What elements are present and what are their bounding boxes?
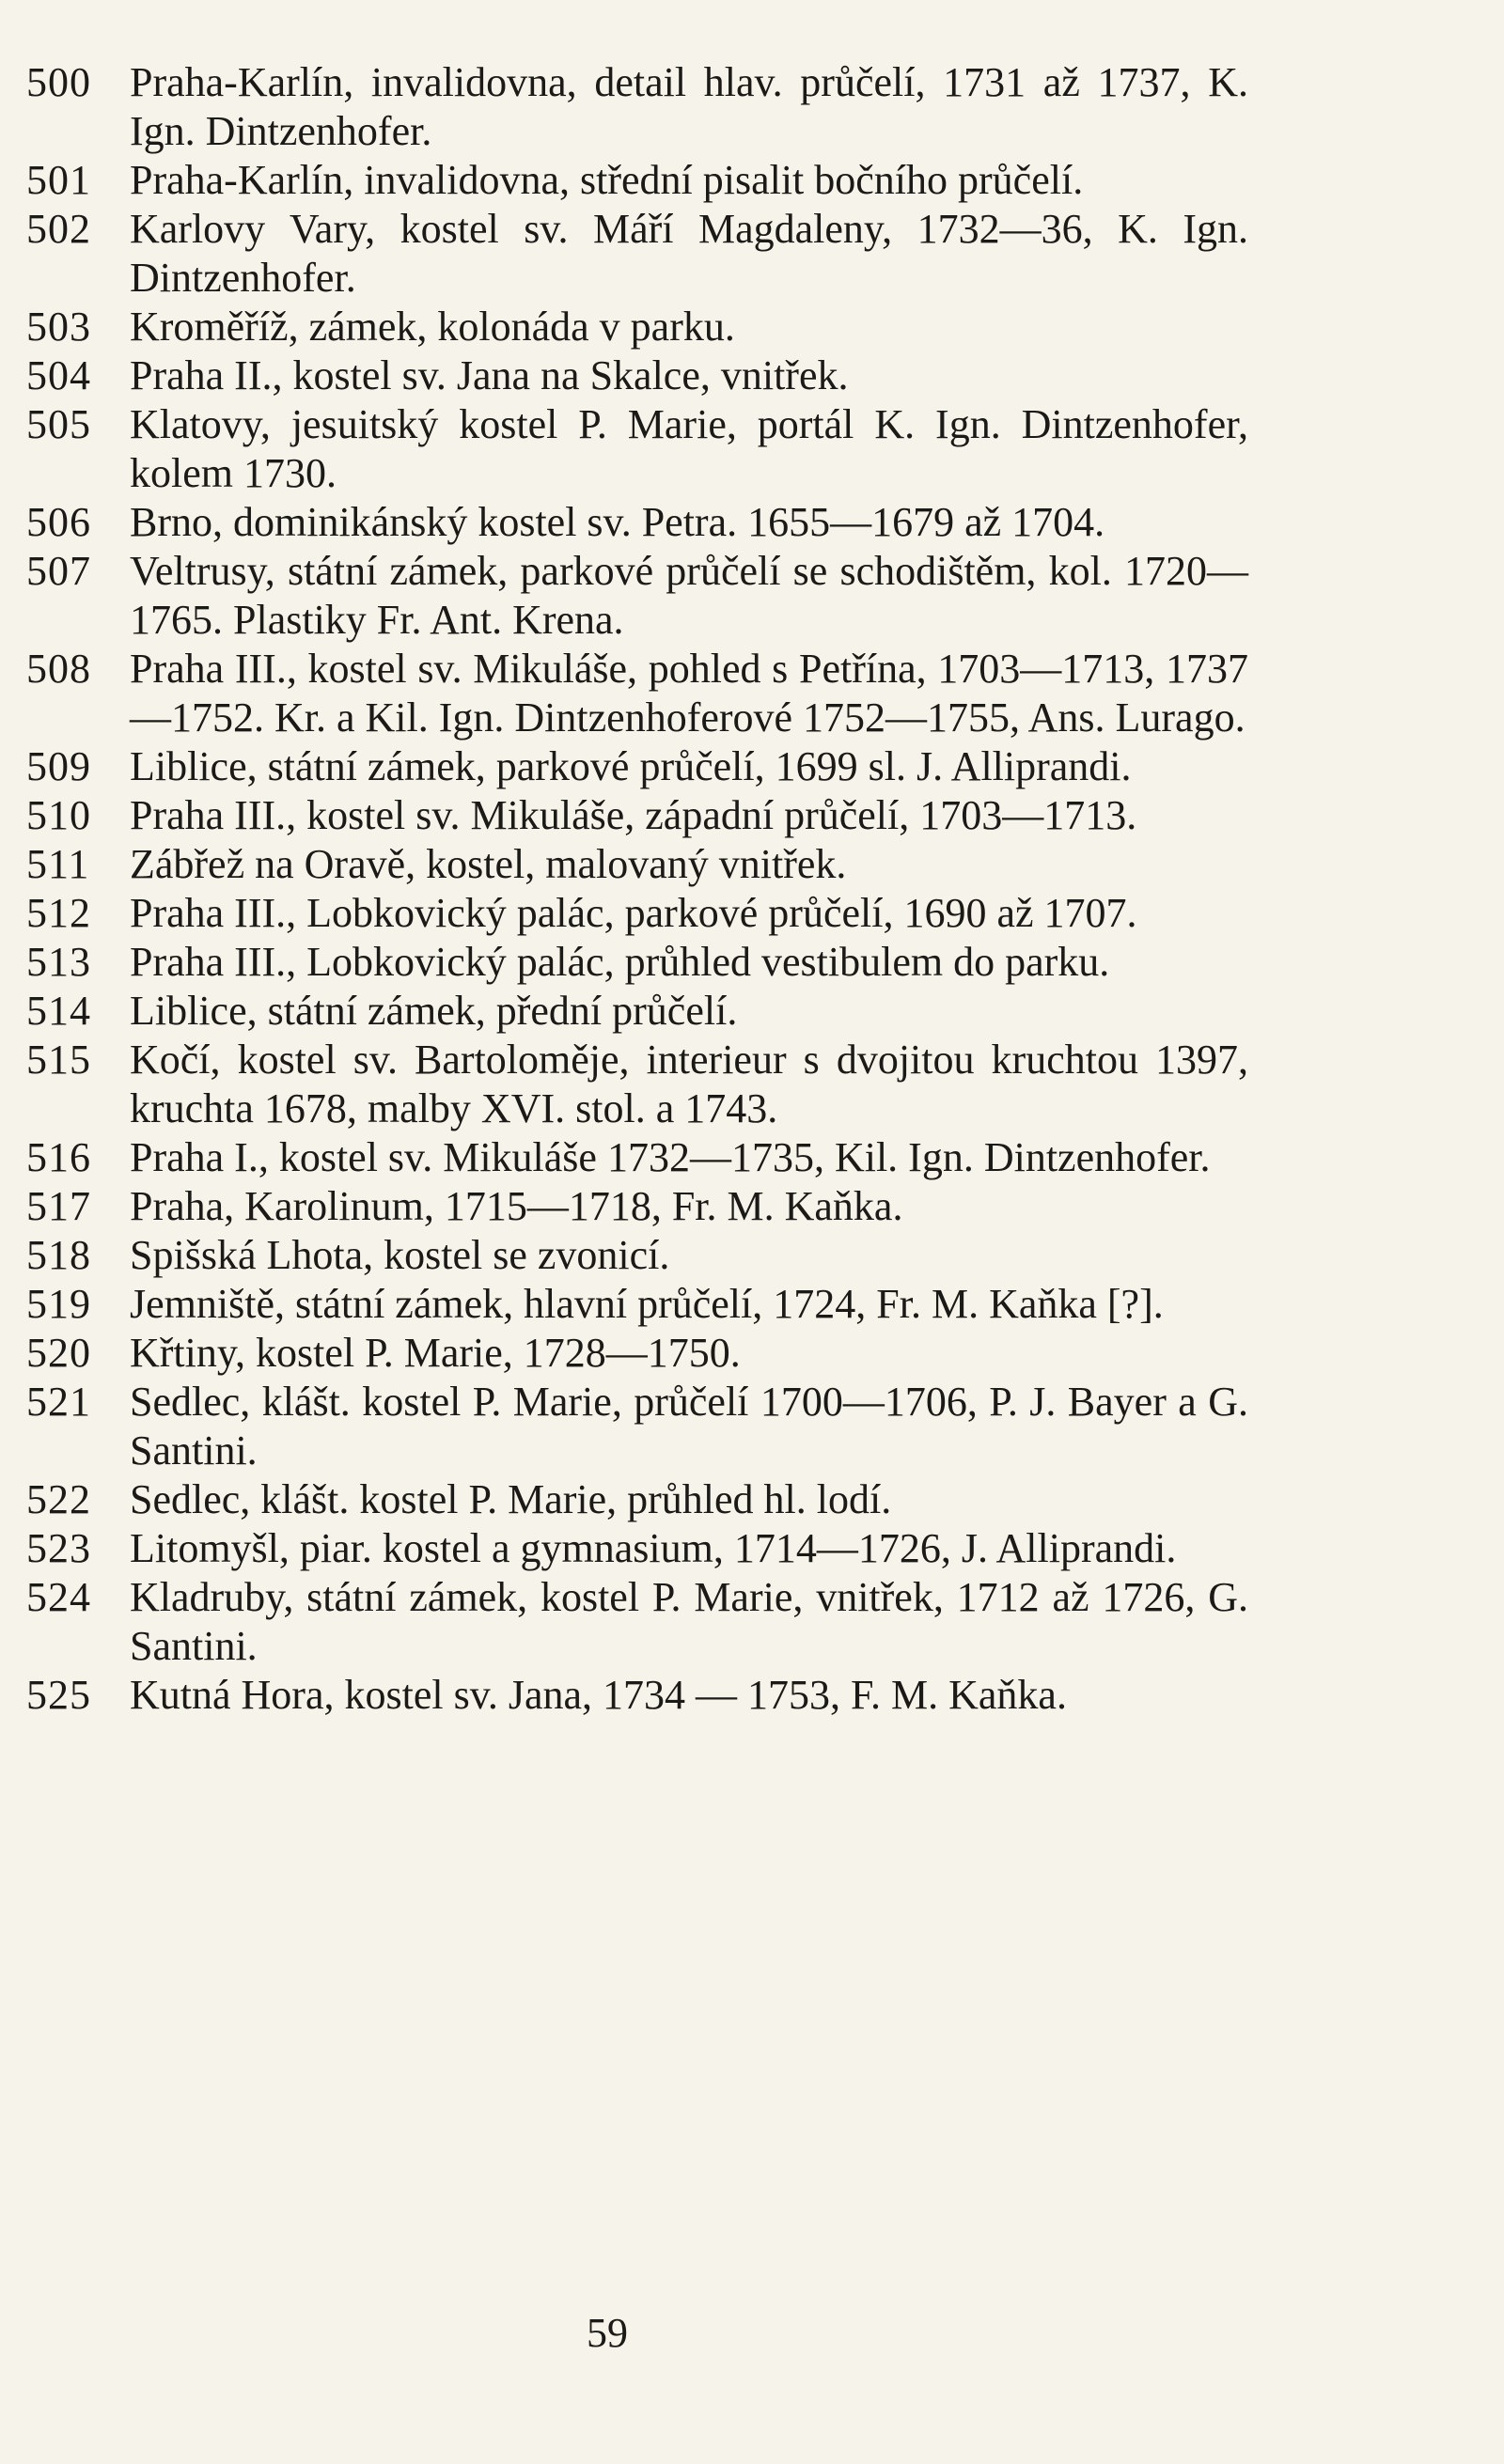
entry-number: 514 (26, 988, 91, 1034)
entry-number: 523 (26, 1525, 91, 1571)
entry-text: Sedlec, klášt. kostel P. Marie, průčelí 1700—1706, P. J. Bayer a G. Santini. (130, 1379, 1248, 1474)
entry-text: Zábřež na Oravě, kostel, malovaný vnitřek. (130, 841, 847, 887)
entry-number: 509 (26, 743, 91, 789)
entry-number: 518 (26, 1232, 91, 1278)
entry-number: 512 (26, 890, 91, 936)
list-entry (26, 1182, 1248, 1231)
entry-text: Křtiny, kostel P. Marie, 1728—1750. (130, 1330, 741, 1376)
entry-text: Liblice, státní zámek, parkové průčelí, 1699 sl. J. Alliprandi. (130, 743, 1132, 789)
entry-number: 508 (26, 646, 91, 692)
list-entry (26, 498, 1248, 547)
list-entry (26, 1671, 1248, 1720)
list-entry (26, 889, 1248, 938)
entry-text: Kočí, kostel sv. Bartoloměje, interieur s dvojitou kruchtou 1397, kruchta 1678, malby XVI. stol. a 1743. (130, 1037, 1248, 1131)
entry-text: Karlovy Vary, kostel sv. Máří Magdaleny, 1732—36, K. Ign. Dintzenhofer. (130, 206, 1248, 301)
list-entry (26, 303, 1248, 351)
entry-number: 521 (26, 1379, 91, 1425)
entry-number: 513 (26, 939, 91, 985)
illustration-list (26, 58, 1248, 1720)
list-entry (26, 1524, 1248, 1573)
entry-number: 517 (26, 1183, 91, 1229)
list-entry (26, 58, 1248, 156)
entry-text: Praha III., Lobkovický palác, parkové průčelí, 1690 až 1707. (130, 890, 1137, 936)
entry-text: Sedlec, klášt. kostel P. Marie, průhled hl. lodí. (130, 1476, 892, 1522)
entry-number: 511 (26, 841, 90, 887)
entry-number: 520 (26, 1330, 91, 1376)
entry-number: 505 (26, 401, 91, 447)
entry-text: Veltrusy, státní zámek, parkové průčelí se schodištěm, kol. 1720—1765. Plastiky Fr. Ant. Krena. (130, 548, 1248, 643)
entry-text: Liblice, státní zámek, přední průčelí. (130, 988, 738, 1034)
entry-text: Praha-Karlín, invalidovna, detail hlav. průčelí, 1731 až 1737, K. Ign. Dintzenhofer. (130, 59, 1248, 154)
entry-number: 506 (26, 499, 91, 545)
list-entry (26, 742, 1248, 791)
entry-number: 510 (26, 792, 91, 838)
entry-text: Praha III., kostel sv. Mikuláše, pohled s Petřína, 1703—1713, 1737—1752. Kr. a Kil. Ign. Dintzenhoferové 1752—1755, Ans. Lurago. (130, 646, 1248, 741)
entry-number: 500 (26, 59, 91, 105)
entry-number: 516 (26, 1134, 91, 1180)
entry-number: 524 (26, 1574, 91, 1620)
entry-number: 522 (26, 1476, 91, 1522)
entry-text: Praha III., kostel sv. Mikuláše, západní průčelí, 1703—1713. (130, 792, 1137, 838)
list-entry (26, 1475, 1248, 1524)
list-entry (26, 1378, 1248, 1475)
list-entry (26, 840, 1248, 889)
entry-number: 504 (26, 352, 91, 398)
entry-text: Praha, Karolinum, 1715—1718, Fr. M. Kaňka. (130, 1183, 903, 1229)
list-entry (26, 1280, 1248, 1329)
list-entry (26, 1329, 1248, 1378)
list-entry (26, 938, 1248, 987)
list-entry (26, 1133, 1248, 1182)
list-entry (26, 156, 1248, 205)
entry-text: Jemniště, státní zámek, hlavní průčelí, 1724, Fr. M. Kaňka [?]. (130, 1281, 1164, 1327)
list-entry (26, 1573, 1248, 1671)
list-entry (26, 205, 1248, 303)
entry-text: Praha I., kostel sv. Mikuláše 1732—1735, Kil. Ign. Dintzenhofer. (130, 1134, 1211, 1180)
entry-text: Kutná Hora, kostel sv. Jana, 1734 — 1753, F. M. Kaňka. (130, 1672, 1067, 1718)
entry-number: 515 (26, 1037, 91, 1083)
list-entry (26, 987, 1248, 1036)
list-entry (26, 1036, 1248, 1133)
page-number: 59 (587, 2310, 628, 2356)
list-entry (26, 791, 1248, 840)
entry-text: Praha II., kostel sv. Jana na Skalce, vnitřek. (130, 352, 849, 398)
entry-text: Praha III., Lobkovický palác, průhled vestibulem do parku. (130, 939, 1110, 985)
list-entry (26, 400, 1248, 498)
entry-number: 525 (26, 1672, 91, 1718)
entry-number: 519 (26, 1281, 91, 1327)
entry-text: Praha-Karlín, invalidovna, střední pisalit bočního průčelí. (130, 157, 1084, 203)
list-entry (26, 1231, 1248, 1280)
entry-text: Kroměříž, zámek, kolonáda v parku. (130, 304, 735, 350)
list-entry (26, 547, 1248, 645)
entry-number: 502 (26, 206, 91, 252)
entry-text: Kladruby, státní zámek, kostel P. Marie, vnitřek, 1712 až 1726, G. Santini. (130, 1574, 1248, 1669)
entry-number: 503 (26, 304, 91, 350)
entry-text: Klatovy, jesuitský kostel P. Marie, portál K. Ign. Dintzenhofer, kolem 1730. (130, 401, 1248, 496)
entry-text: Litomyšl, piar. kostel a gymnasium, 1714—1726, J. Alliprandi. (130, 1525, 1177, 1571)
list-entry (26, 645, 1248, 742)
entry-number: 507 (26, 548, 91, 594)
list-entry (26, 351, 1248, 400)
entry-text: Brno, dominikánský kostel sv. Petra. 1655—1679 až 1704. (130, 499, 1105, 545)
entry-number: 501 (26, 157, 91, 203)
entry-text: Spišská Lhota, kostel se zvonicí. (130, 1232, 670, 1278)
